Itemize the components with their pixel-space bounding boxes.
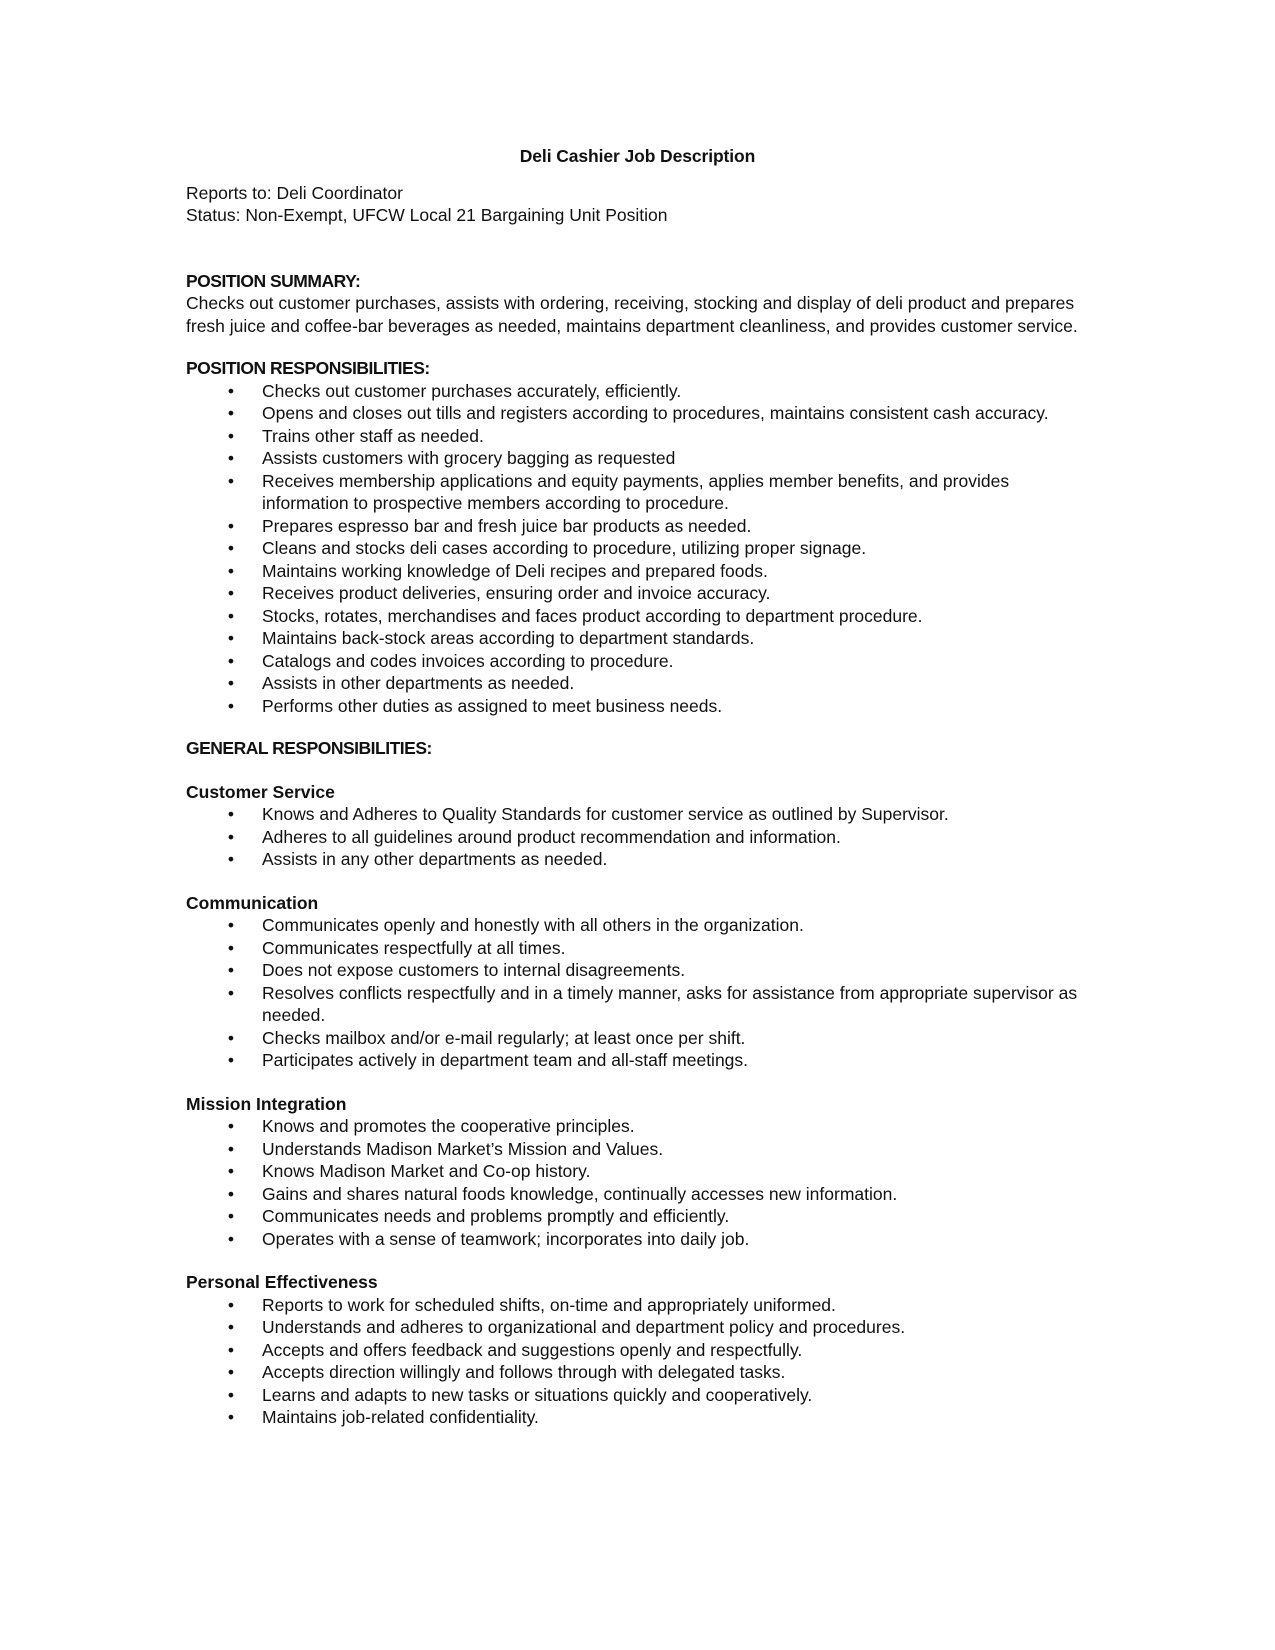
list-item <box>186 826 1086 849</box>
list-item <box>186 560 1086 583</box>
section-list <box>186 914 1086 1072</box>
list-item-text: Assists in any other departments as needed. <box>262 849 608 869</box>
bullet-icon: • <box>227 1407 235 1427</box>
bullet-icon: • <box>227 650 235 671</box>
list-item <box>186 402 1086 425</box>
list-item-text: Operates with a sense of teamwork; incorporates into daily job. <box>262 1228 750 1249</box>
bullet-icon: • <box>227 1027 235 1048</box>
document-page <box>186 145 1086 1429</box>
list-item-text: Adheres to all guidelines around product recommendation and information. <box>262 826 841 847</box>
bullet-icon: • <box>227 448 235 468</box>
bullet-icon: • <box>227 1317 235 1337</box>
list-item-text: Resolves conflicts respectfully and in a timely manner, asks for assistance from appropriate supervisor as needed. <box>262 982 1078 1025</box>
bullet-icon: • <box>227 560 235 581</box>
list-item-text: Communicates respectfully at all times. <box>262 937 566 958</box>
status-line: Status: Non-Exempt, UFCW Local 21 Bargaining Unit Position <box>186 205 668 225</box>
bullet-icon: • <box>227 1384 235 1405</box>
bullet-icon: • <box>227 1206 235 1226</box>
bullet-icon: • <box>227 937 235 958</box>
bullet-icon: • <box>227 849 235 869</box>
bullet-icon: • <box>227 695 235 716</box>
general-responsibilities-heading: GENERAL RESPONSIBILITIES: <box>186 738 432 758</box>
list-item <box>186 914 1086 937</box>
list-item-text: Maintains back-stock areas according to department standards. <box>262 628 755 648</box>
list-item-text: Catalogs and codes invoices according to procedure. <box>262 650 674 671</box>
list-item-text: Understands Madison Market’s Mission and Values. <box>262 1138 664 1159</box>
position-responsibilities-heading: POSITION RESPONSIBILITIES: <box>186 358 430 378</box>
bullet-icon: • <box>227 1050 235 1070</box>
list-item <box>186 1406 1086 1429</box>
section-list <box>186 1115 1086 1250</box>
list-item <box>186 803 1086 826</box>
list-item <box>186 1049 1086 1072</box>
list-item-text: Assists customers with grocery bagging as requested <box>262 448 676 468</box>
bullet-icon: • <box>227 515 235 536</box>
list-item-text: Learns and adapts to new tasks or situations quickly and cooperatively. <box>262 1384 813 1405</box>
section-list <box>186 803 1086 871</box>
section-heading: Mission Integration <box>186 1093 347 1114</box>
bullet-icon: • <box>227 1362 235 1382</box>
list-item <box>186 1183 1086 1206</box>
bullet-icon: • <box>227 1116 235 1136</box>
section-heading: Communication <box>186 892 319 913</box>
list-item <box>186 1316 1086 1339</box>
list-item <box>186 515 1086 538</box>
list-item <box>186 627 1086 650</box>
list-item-text: Assists in other departments as needed. <box>262 673 575 693</box>
list-item <box>186 1339 1086 1362</box>
bullet-icon: • <box>227 380 235 401</box>
list-item <box>186 582 1086 605</box>
list-item-text: Cleans and stocks deli cases according to procedure, utilizing proper signage. <box>262 538 867 558</box>
list-item <box>186 672 1086 695</box>
list-item <box>186 1027 1086 1050</box>
bullet-icon: • <box>227 804 235 824</box>
list-item-text: Checks out customer purchases accurately, efficiently. <box>262 380 682 401</box>
document-title: Deli Cashier Job Description <box>519 146 756 166</box>
list-item <box>186 937 1086 960</box>
bullet-icon: • <box>227 628 235 648</box>
list-item-text: Opens and closes out tills and registers according to procedures, maintains consistent cash accuracy. <box>262 403 1049 423</box>
list-item-text: Does not expose customers to internal disagreements. <box>262 960 686 980</box>
list-item-text: Stocks, rotates, merchandises and faces product according to department procedure. <box>262 605 923 626</box>
position-summary-heading: POSITION SUMMARY: <box>186 270 361 291</box>
bullet-icon: • <box>227 1138 235 1159</box>
reports-to-line: Reports to: Deli Coordinator <box>186 182 403 203</box>
list-item <box>186 1384 1086 1407</box>
list-item <box>186 1160 1086 1183</box>
position-summary-text: Checks out customer purchases, assists with ordering, receiving, stocking and display of deli product and prepares fresh juice and coffee-bar beverages as needed, maintains department cleanliness, and provides customer service. <box>186 293 1078 336</box>
list-item <box>186 695 1086 718</box>
list-item <box>186 425 1086 448</box>
bullet-icon: • <box>227 538 235 558</box>
list-item-text: Understands and adheres to organizational and department policy and procedures. <box>262 1317 906 1337</box>
list-item <box>186 1361 1086 1384</box>
bullet-icon: • <box>227 403 235 423</box>
list-item-text: Maintains job-related confidentiality. <box>262 1407 539 1427</box>
list-item <box>186 1228 1086 1251</box>
list-item-text: Maintains working knowledge of Deli recipes and prepared foods. <box>262 560 768 581</box>
bullet-icon: • <box>227 1183 235 1204</box>
section-list <box>186 1294 1086 1429</box>
list-item <box>186 982 1086 1027</box>
list-item-text: Gains and shares natural foods knowledge, continually accesses new information. <box>262 1183 898 1204</box>
list-item <box>186 447 1086 470</box>
bullet-icon: • <box>227 960 235 980</box>
bullet-icon: • <box>227 583 235 603</box>
general-responsibilities-sections <box>186 760 1086 1429</box>
list-item <box>186 848 1086 871</box>
bullet-icon: • <box>227 982 235 1003</box>
bullet-icon: • <box>227 470 235 491</box>
position-responsibilities-list <box>186 380 1086 718</box>
list-item-text: Knows Madison Market and Co-op history. <box>262 1161 591 1181</box>
list-item <box>186 1205 1086 1228</box>
list-item-text: Participates actively in department team and all-staff meetings. <box>262 1050 749 1070</box>
list-item <box>186 1294 1086 1317</box>
bullet-icon: • <box>227 1228 235 1249</box>
list-item-text: Knows and Adheres to Quality Standards for customer service as outlined by Supervisor. <box>262 804 949 824</box>
list-item-text: Accepts direction willingly and follows through with delegated tasks. <box>262 1362 786 1382</box>
list-item-text: Receives membership applications and equity payments, applies member benefits, and provides information to prospective members according to procedure. <box>262 470 1010 513</box>
bullet-icon: • <box>227 425 235 446</box>
list-item-text: Knows and promotes the cooperative principles. <box>262 1116 635 1136</box>
list-item-text: Receives product deliveries, ensuring order and invoice accuracy. <box>262 583 771 603</box>
list-item-text: Prepares espresso bar and fresh juice bar products as needed. <box>262 515 752 536</box>
list-item <box>186 650 1086 673</box>
bullet-icon: • <box>227 673 235 693</box>
bullet-icon: • <box>227 1294 235 1315</box>
list-item <box>186 959 1086 982</box>
list-item-text: Communicates openly and honestly with all others in the organization. <box>262 915 804 935</box>
bullet-icon: • <box>227 605 235 626</box>
section-heading: Customer Service <box>186 781 335 802</box>
list-item <box>186 1115 1086 1138</box>
list-item <box>186 537 1086 560</box>
list-item <box>186 470 1086 515</box>
list-item-text: Performs other duties as assigned to meet business needs. <box>262 695 723 716</box>
list-item <box>186 1138 1086 1161</box>
list-item-text: Communicates needs and problems promptly and efficiently. <box>262 1206 730 1226</box>
list-item-text: Trains other staff as needed. <box>262 425 484 446</box>
section-heading: Personal Effectiveness <box>186 1272 378 1292</box>
list-item <box>186 605 1086 628</box>
list-item <box>186 380 1086 403</box>
bullet-icon: • <box>227 1161 235 1181</box>
list-item-text: Accepts and offers feedback and suggestions openly and respectfully. <box>262 1339 803 1360</box>
list-item-text: Checks mailbox and/or e-mail regularly; at least once per shift. <box>262 1027 746 1048</box>
list-item-text: Reports to work for scheduled shifts, on-time and appropriately uniformed. <box>262 1294 836 1315</box>
bullet-icon: • <box>227 826 235 847</box>
bullet-icon: • <box>227 915 235 935</box>
bullet-icon: • <box>227 1339 235 1360</box>
